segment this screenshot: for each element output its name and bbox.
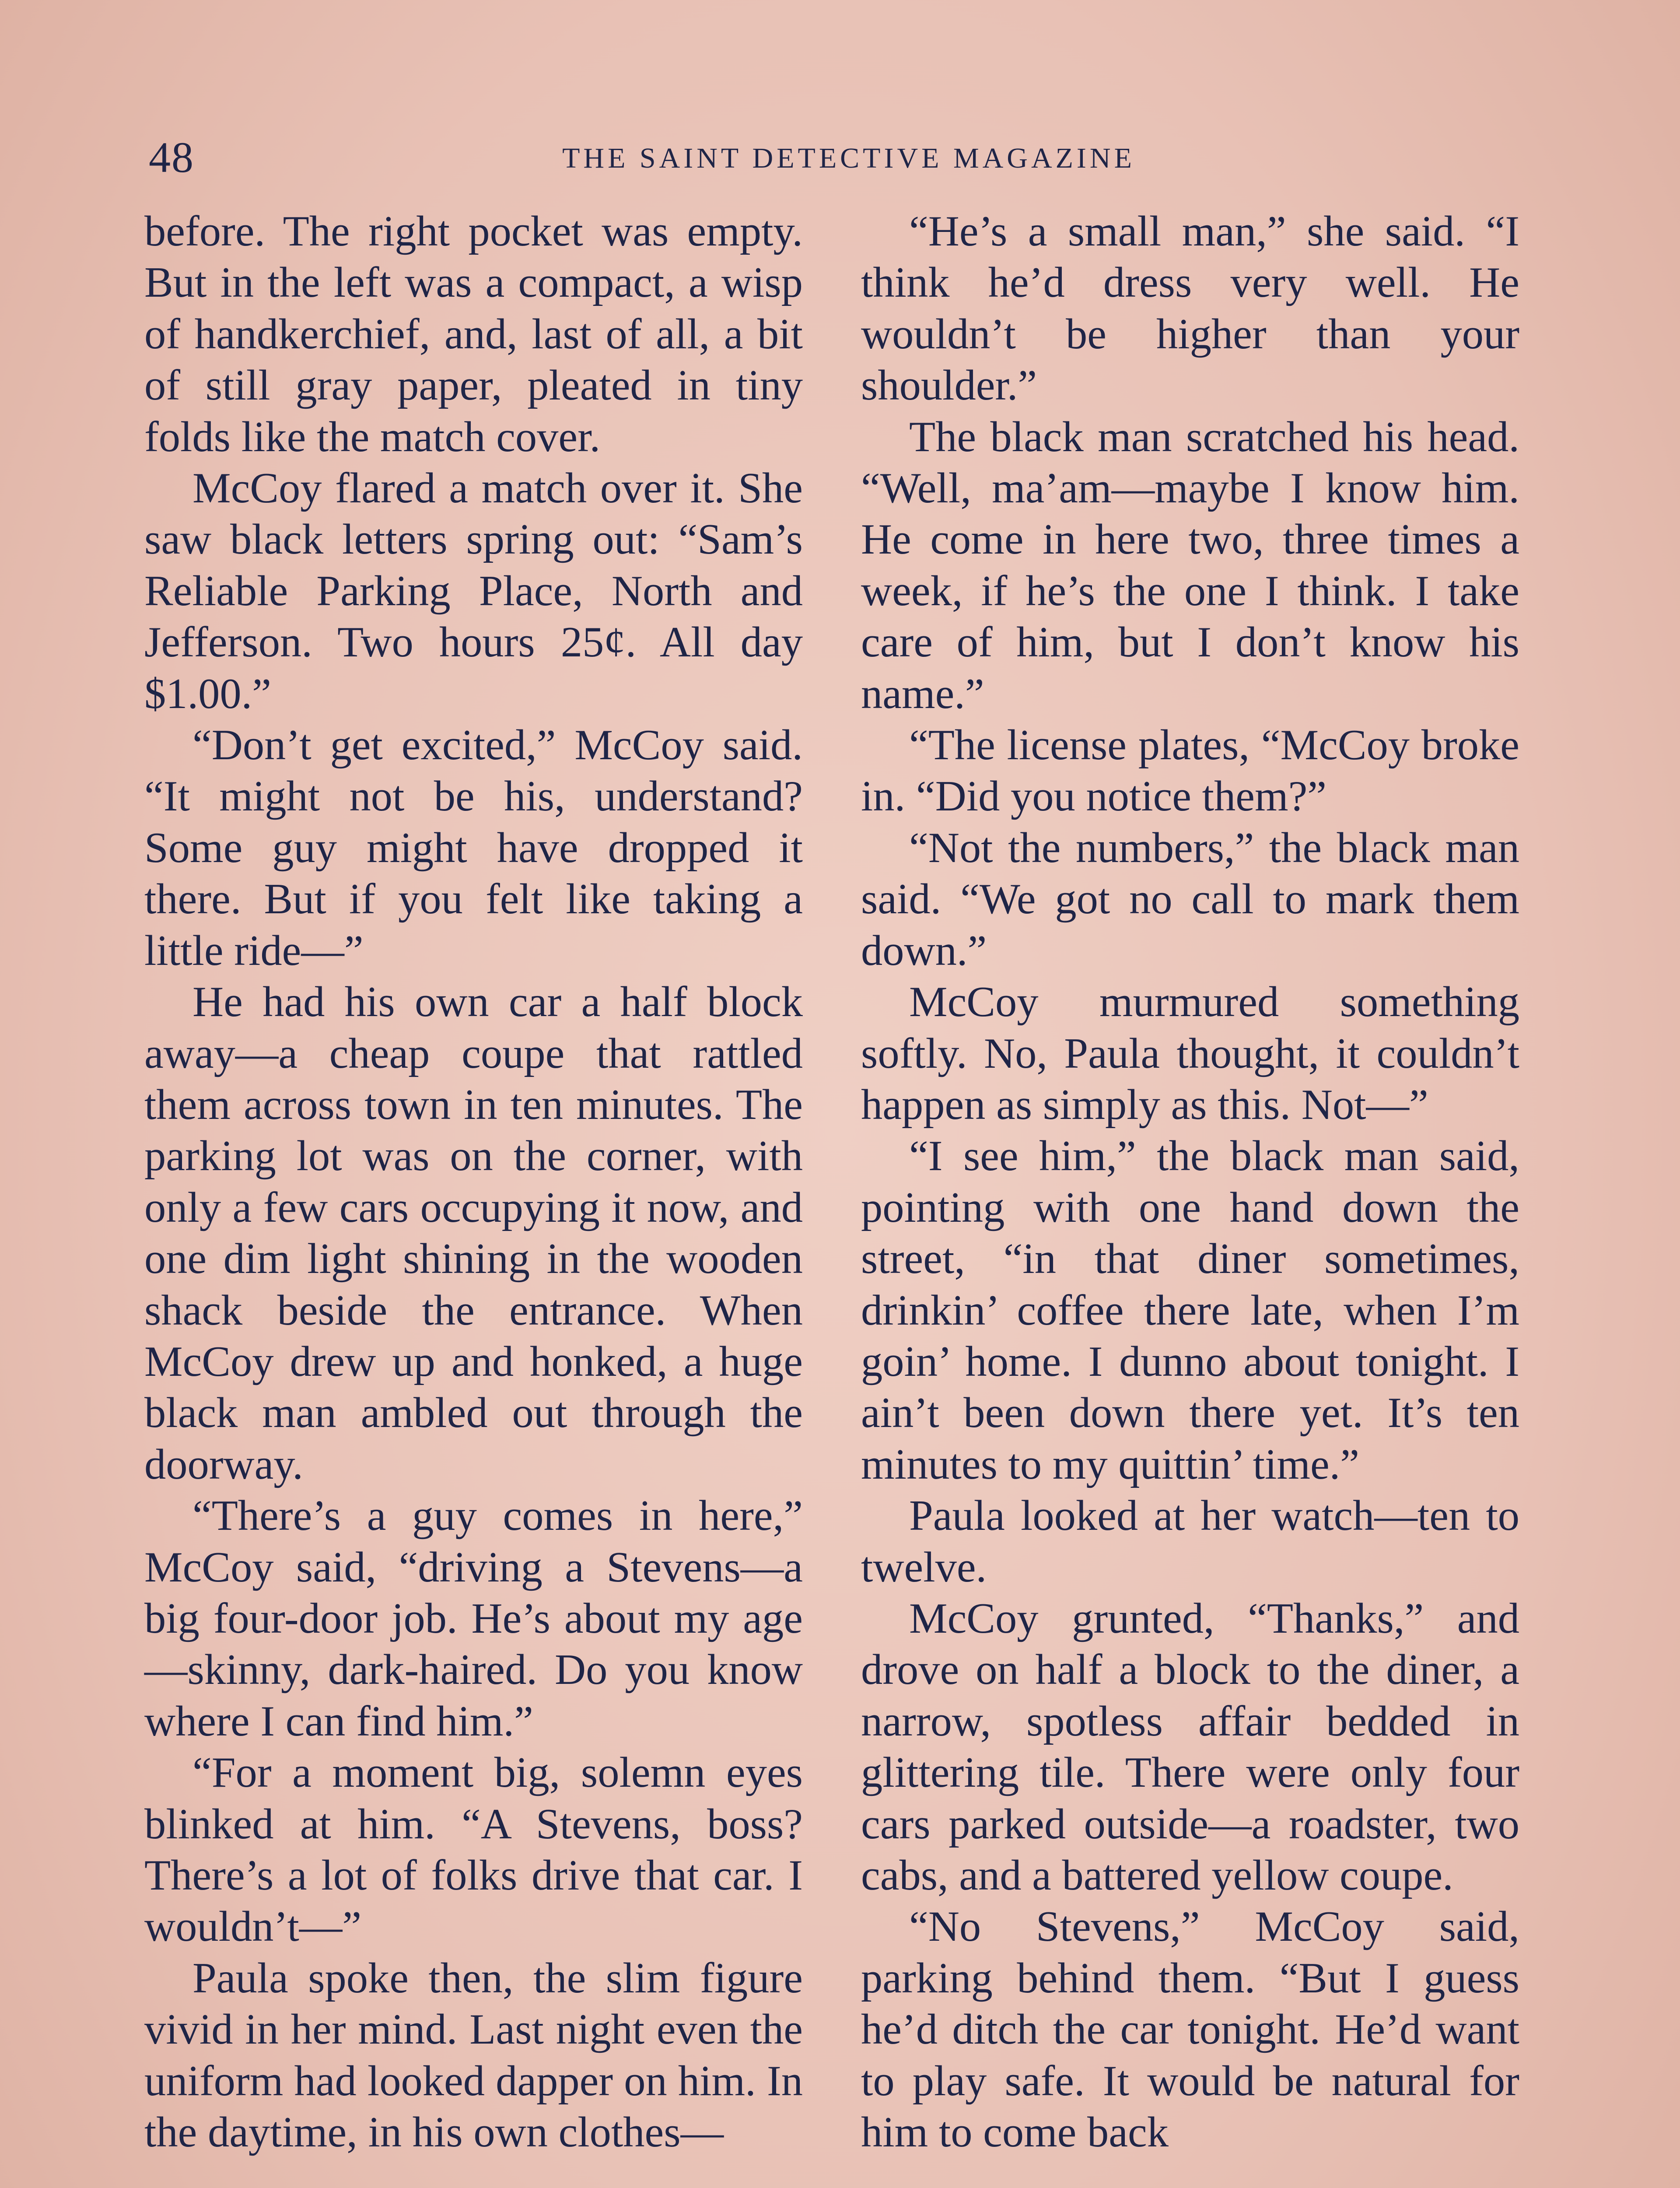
paragraph: Paula spoke then, the slim figure vivid in her mind. Last night even the uniform had looked dapper on him. In the daytime, in his own clothes— bbox=[144, 1954, 803, 2156]
paragraph: “There’s a guy comes in here,” McCoy said, “driving a Stevens—a big four-door job. He’s about my age—skinny, dark-haired. Do you know where I can find him.” bbox=[144, 1492, 803, 1745]
paragraph: McCoy murmured something softly. No, Paula thought, it couldn’t happen as simply as this. Not—” bbox=[861, 978, 1519, 1129]
paragraph: The black man scratched his head. “Well, ma’am—maybe I know him. He come in here two, three times a week, if he’s the one I think. I take care of him, but I don’t know his name.” bbox=[861, 413, 1519, 718]
paragraph: “No Stevens,” McCoy said, parking behind them. “But I guess he’d ditch the car tonight. He’d want to play safe. It would be natural for him to come back bbox=[861, 1903, 1519, 2156]
page-number: 48 bbox=[149, 133, 194, 182]
right-column bbox=[861, 206, 1519, 2158]
paragraph: McCoy flared a match over it. She saw black letters spring out: “Sam’s Reliable Parking Place, North and Jefferson. Two hours 25¢. All day $1.00.” bbox=[144, 464, 803, 718]
paragraph: before. The right pocket was empty. But in the left was a compact, a wisp of handkerchief, and, last of all, a bit of still gray paper, pleated in tiny folds like the match cover. bbox=[144, 207, 803, 461]
paragraph: McCoy grunted, “Thanks,” and drove on half a block to the diner, a narrow, spotless affair bedded in glittering tile. There were only four cars parked outside—a roadster, two cabs, and a battered yellow coupe. bbox=[861, 1594, 1519, 1899]
paragraph: “For a moment big, solemn eyes blinked at him. “A Stevens, boss? There’s a lot of folks drive that car. I wouldn’t—” bbox=[144, 1749, 803, 1951]
paragraph: “I see him,” the black man said, pointing with one hand down the street, “in that diner sometimes, drinkin’ coffee there late, when I’m goin’ home. I dunno about tonight. I ain’t been down there yet. It’s ten minutes to my quittin’ time.” bbox=[861, 1132, 1519, 1488]
paragraph: “Don’t get excited,” McCoy said. “It might not be his, understand? Some guy might have dropped it there. But if you felt like taking a little ride—” bbox=[144, 721, 803, 975]
paragraph: Paula looked at her watch—ten to twelve. bbox=[861, 1492, 1519, 1591]
running-title: THE SAINT DETECTIVE MAGAZINE bbox=[562, 142, 1135, 174]
page-header bbox=[149, 131, 1540, 184]
paragraph: He had his own car a half block away—a cheap coupe that rattled them across town in ten minutes. The parking lot was on the corner, with only a few cars occupying it now, and one dim light shining in the wooden shack beside the entrance. When McCoy drew up and honked, a huge black man ambled out through the doorway. bbox=[144, 978, 803, 1488]
paragraph: “The license plates, “McCoy broke in. “Did you notice them?” bbox=[861, 721, 1519, 820]
paragraph: “He’s a small man,” she said. “I think he’d dress very well. He wouldn’t be higher than your shoulder.” bbox=[861, 207, 1519, 410]
paragraph: “Not the numbers,” the black man said. “We got no call to mark them down.” bbox=[861, 824, 1519, 975]
left-column bbox=[144, 206, 803, 2158]
